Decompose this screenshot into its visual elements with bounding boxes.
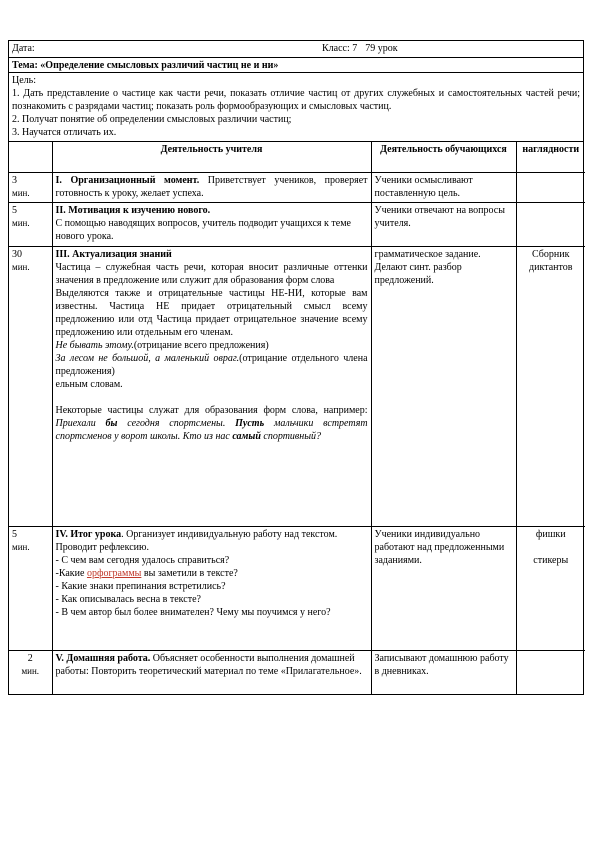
goal-item-2: 2. Получат понятие об определении смысловых различии частиц;	[12, 114, 292, 125]
time-value: 30	[12, 248, 22, 260]
stage-text: Приветствует учеников, проверяет готовность к уроку, желает успеха.	[55, 174, 368, 199]
fragment-text: ельным словам.	[55, 378, 123, 390]
visual-aid-stickers: стикеры	[533, 554, 569, 566]
time-unit: мин.	[12, 261, 30, 272]
table-row	[9, 172, 585, 202]
date-class-row	[9, 41, 583, 58]
student-activity: грамматическое задание. Делают синт. разбор предложений.	[371, 246, 516, 526]
stage-time	[9, 172, 52, 202]
student-activity: Ученики осмысливают поставленную цель.	[371, 172, 516, 202]
header-visual: наглядности	[516, 142, 585, 172]
stage-title: IV. Итог урока	[55, 528, 122, 540]
visual-aids	[516, 526, 585, 650]
visual-aids: Сборник диктантов	[516, 246, 585, 526]
student-activity: Записывают домашнюю работу в дневниках.	[371, 650, 516, 694]
stage-time	[9, 202, 52, 246]
example-1: Не бывать этому.(отрицание всего предложения)	[55, 339, 269, 351]
table-row	[9, 526, 585, 650]
visual-aid-chips: фишки	[535, 528, 566, 540]
stage-title: I. Организационный момент.	[55, 174, 200, 186]
teacher-activity	[52, 650, 371, 694]
example-2: За лесом не большой, а маленький овраг.(отрицание отдельного члена предложения)	[55, 352, 368, 377]
teacher-activity	[52, 526, 371, 650]
time-unit: мин.	[12, 187, 30, 198]
blank-line	[56, 391, 368, 404]
visual-aids	[516, 650, 585, 694]
time-unit: мин.	[12, 217, 30, 228]
header-students: Деятельность обучающихся	[371, 142, 516, 172]
reflection-question: -Какие орфограммы вы заметили в тексте?	[55, 567, 238, 579]
time-value: 5	[12, 528, 17, 540]
visual-aids	[516, 202, 585, 246]
visual-aids	[516, 172, 585, 202]
stage-text: Объясняет особенности выполнения домашней работы: Повторить теоретический материал по теме «Прилагательное».	[55, 652, 362, 677]
stage-intro: IV. Итог урока. Организует индивидуальную работу над текстом. Проводит рефлексию.	[55, 528, 338, 553]
time-unit: мин.	[21, 665, 40, 676]
stage-title: III. Актуализация знаний	[55, 248, 172, 260]
goal-item-1: 1. Дать представление о частице как части речи, показать отличие частиц от других служебных и самостоятельных частей речи; познакомить с разрядами частиц; показать роль формообразующих и смысловых частиц.	[12, 88, 580, 112]
stage-time	[9, 526, 52, 650]
teacher-activity	[52, 172, 371, 202]
header-teacher: Деятельность учителя	[52, 142, 371, 172]
lesson-topic: Тема: «Определение смысловых различий частиц не и ни»	[12, 60, 279, 71]
negation-paragraph: Выделяются также и отрицательные частицы НЕ-НИ, которые вам известны. Частица НЕ придает отрицательный смысл всему предложению или отд Частица придает отрицательное значение всему предложению или отдельным его членам.	[55, 287, 368, 338]
table-row	[9, 246, 585, 526]
spellcheck-word: орфограммы	[86, 567, 142, 579]
stage-time	[9, 650, 52, 694]
goals-heading: Цель:	[12, 75, 36, 86]
blank-line	[520, 541, 583, 554]
table-row	[9, 650, 585, 694]
student-activity: Ученики отвечают на вопросы учителя.	[371, 202, 516, 246]
table-header-row	[9, 142, 585, 172]
time-value: 5	[12, 204, 17, 216]
stage-time	[9, 246, 52, 526]
time-value: 3	[12, 174, 17, 186]
header-time	[9, 142, 52, 172]
student-activity: Ученики индивидуально работают над предложенными заданиями.	[371, 526, 516, 650]
goal-item-3: 3. Научатся отличать их.	[12, 127, 117, 138]
reflection-question: - Как описывалась весна в тексте?	[55, 593, 201, 605]
reflection-question: - Какие знаки препинания встретились?	[55, 580, 226, 592]
topic-row	[9, 58, 583, 73]
time-value: 2	[27, 652, 33, 664]
reflection-question: - В чем автор был более внимателен? Чему мы поучимся у него?	[55, 606, 331, 618]
form-particles-paragraph: Некоторые частицы служат для образования форм слова, например: Приехали бы сегодня спортсмены. Пусть мальчики встретят спортсменов у ворот школы. Кто из нас самый спортивный?	[55, 404, 368, 442]
class-label: Класс: 7	[322, 43, 358, 54]
stage-title: II. Мотивация к изучению нового.	[55, 204, 211, 216]
stage-title: V. Домашняя работа.	[55, 652, 151, 664]
lesson-plan-table	[9, 142, 585, 694]
goals-block	[9, 73, 583, 142]
stage-text: С помощью наводящих вопросов, учитель подводит учащихся к теме нового урока.	[55, 217, 351, 242]
lesson-number: 79 урок	[365, 43, 398, 54]
lesson-plan-sheet	[8, 40, 584, 695]
class-info	[322, 42, 398, 55]
definition-paragraph: Частица – служебная часть речи, которая вносит различные оттенки значения в предложение или служит для образования форм слова	[55, 261, 368, 286]
time-unit: мин.	[12, 541, 30, 552]
teacher-activity	[52, 246, 371, 526]
teacher-activity	[52, 202, 371, 246]
date-label: Дата:	[12, 43, 35, 54]
table-row	[9, 202, 585, 246]
reflection-question: - С чем вам сегодня удалось справиться?	[55, 554, 230, 566]
